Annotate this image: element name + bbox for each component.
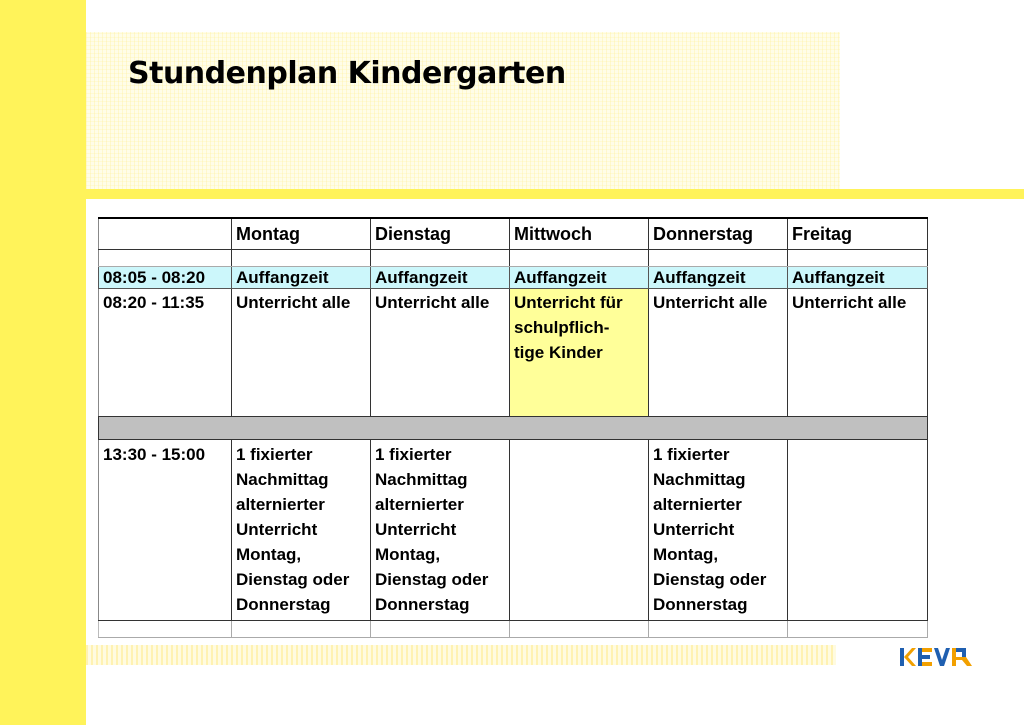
afternoon-cell-friday bbox=[788, 440, 928, 621]
bottom-decor-band bbox=[86, 645, 836, 665]
cell-text-line: Nachmittag bbox=[375, 470, 468, 489]
day-header-thursday: Donnerstag bbox=[649, 218, 788, 250]
morning-row bbox=[99, 289, 928, 417]
left-accent-bar bbox=[0, 0, 86, 725]
cell-text-line: Unterricht alle bbox=[236, 293, 351, 312]
cell-text-line: Unterricht alle bbox=[792, 293, 907, 312]
afternoon-cell-tuesday bbox=[371, 440, 510, 621]
cell-text-line: Montag, bbox=[653, 545, 719, 564]
cell-text-line: Unterricht bbox=[653, 520, 735, 539]
cell-text-line: Unterricht alle bbox=[653, 293, 768, 312]
day-header-monday: Montag bbox=[232, 218, 371, 250]
lunch-break-row bbox=[99, 417, 928, 440]
cell-text-line: Donnerstag bbox=[236, 595, 331, 614]
auffang-cell-wednesday: Auffangzeit bbox=[510, 267, 649, 289]
auffang-cell-friday: Auffangzeit bbox=[788, 267, 928, 289]
cell-text-line: Unterricht für bbox=[514, 293, 623, 312]
afternoon-cell-thursday bbox=[649, 440, 788, 621]
cell-text-line: alternierter bbox=[653, 495, 742, 514]
auffang-cell-tuesday: Auffangzeit bbox=[371, 267, 510, 289]
cell-text-line: Dienstag oder bbox=[653, 570, 767, 589]
cell-text-line: 1 fixierter bbox=[653, 445, 730, 464]
cell-text-line: alternierter bbox=[375, 495, 464, 514]
cell-text-line: Donnerstag bbox=[653, 595, 748, 614]
cell-text-line: Nachmittag bbox=[236, 470, 329, 489]
afternoon-row bbox=[99, 440, 928, 621]
schedule-table bbox=[98, 217, 928, 638]
cell-text-line: Unterricht bbox=[236, 520, 318, 539]
day-header-friday: Freitag bbox=[788, 218, 928, 250]
cell-text-line: Unterricht bbox=[375, 520, 457, 539]
cell-text-line: tige Kinder bbox=[514, 343, 603, 362]
trailing-empty-row bbox=[99, 621, 928, 638]
header-time-cell bbox=[99, 218, 232, 250]
morning-cell-wednesday bbox=[510, 289, 649, 417]
time-cell-auffang: 08:05 - 08:20 bbox=[99, 267, 232, 289]
cell-text-line: Nachmittag bbox=[653, 470, 746, 489]
morning-cell-thursday bbox=[649, 289, 788, 417]
cell-text-line: Unterricht alle bbox=[375, 293, 490, 312]
cell-text-line: schulpflich- bbox=[514, 318, 610, 337]
cell-text-line: Dienstag oder bbox=[236, 570, 350, 589]
spacer-row bbox=[99, 250, 928, 267]
cell-text-line: Montag, bbox=[375, 545, 441, 564]
morning-cell-tuesday bbox=[371, 289, 510, 417]
cell-text-line: Dienstag oder bbox=[375, 570, 489, 589]
cell-text-line: alternierter bbox=[236, 495, 325, 514]
day-header-tuesday: Dienstag bbox=[371, 218, 510, 250]
cell-text-line: Montag, bbox=[236, 545, 302, 564]
lunch-break-bar bbox=[99, 417, 928, 440]
afternoon-cell-wednesday bbox=[510, 440, 649, 621]
header-row bbox=[99, 218, 928, 250]
cell-text-line: 1 fixierter bbox=[236, 445, 313, 464]
afternoon-cell-monday bbox=[232, 440, 371, 621]
auffang-row bbox=[99, 267, 928, 289]
morning-cell-monday bbox=[232, 289, 371, 417]
cell-text-line: Donnerstag bbox=[375, 595, 470, 614]
morning-cell-friday bbox=[788, 289, 928, 417]
cell-text-line: 1 fixierter bbox=[375, 445, 452, 464]
day-header-wednesday: Mittwoch bbox=[510, 218, 649, 250]
time-cell-morning: 08:20 - 11:35 bbox=[99, 289, 232, 417]
school-logo-icon bbox=[900, 646, 976, 668]
time-cell-afternoon: 13:30 - 15:00 bbox=[99, 440, 232, 621]
title-underline-stripe bbox=[86, 189, 1024, 199]
auffang-cell-monday: Auffangzeit bbox=[232, 267, 371, 289]
auffang-cell-thursday: Auffangzeit bbox=[649, 267, 788, 289]
page-title: Stundenplan Kindergarten bbox=[128, 56, 566, 91]
